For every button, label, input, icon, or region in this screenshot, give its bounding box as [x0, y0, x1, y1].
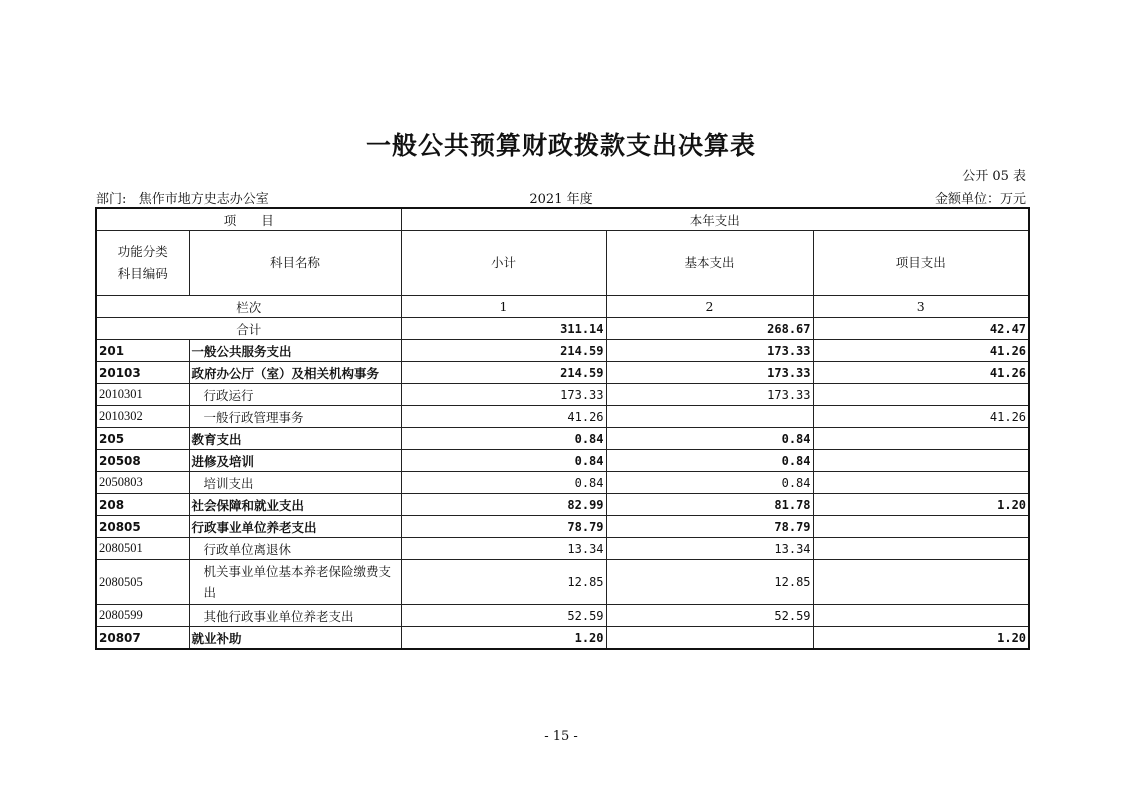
department-name: 焦作市地方史志办公室: [138, 192, 269, 207]
row-subtotal: 12.85: [401, 560, 606, 605]
table-row: [96, 340, 1029, 362]
row-subtotal: 214.59: [401, 340, 606, 362]
row-code: 2010301: [96, 384, 189, 406]
row-project: [813, 560, 1029, 605]
row-basic: 12.85: [606, 560, 813, 605]
table-row: [96, 494, 1029, 516]
row-basic: 0.84: [606, 428, 813, 450]
table-row: [96, 560, 1029, 605]
row-project: 1.20: [813, 627, 1029, 650]
row-name: 机关事业单位基本养老保险缴费支出: [189, 560, 401, 605]
total-project: 42.47: [813, 318, 1029, 340]
row-project: 41.26: [813, 406, 1029, 428]
row-basic: 173.33: [606, 340, 813, 362]
column-no-2: 2: [606, 296, 813, 318]
row-subtotal: 1.20: [401, 627, 606, 650]
row-name: 教育支出: [189, 428, 401, 450]
row-project: [813, 472, 1029, 494]
row-code: 2050803: [96, 472, 189, 494]
row-subtotal: 0.84: [401, 472, 606, 494]
header-basic: 基本支出: [606, 231, 813, 296]
header-code: [96, 231, 189, 296]
total-subtotal: 311.14: [401, 318, 606, 340]
row-basic: 78.79: [606, 516, 813, 538]
header-subtotal: 小计: [401, 231, 606, 296]
row-basic: 173.33: [606, 384, 813, 406]
table-row: [96, 362, 1029, 384]
row-name: 培训支出: [189, 472, 401, 494]
row-project: [813, 605, 1029, 627]
table-row: [96, 605, 1029, 627]
row-subtotal: 173.33: [401, 384, 606, 406]
row-subtotal: 0.84: [401, 450, 606, 472]
row-subtotal: 82.99: [401, 494, 606, 516]
table-row: [96, 538, 1029, 560]
row-project: [813, 516, 1029, 538]
row-code: 20508: [96, 450, 189, 472]
row-code: 20805: [96, 516, 189, 538]
row-subtotal: 41.26: [401, 406, 606, 428]
row-project: 41.26: [813, 362, 1029, 384]
row-basic: 52.59: [606, 605, 813, 627]
total-basic: 268.67: [606, 318, 813, 340]
row-name: 行政事业单位养老支出: [189, 516, 401, 538]
header-code-line2: 科目编码: [117, 266, 168, 281]
row-basic: 81.78: [606, 494, 813, 516]
row-name: 就业补助: [189, 627, 401, 650]
header-item: 项 目: [96, 208, 401, 231]
row-name: 政府办公厅（室）及相关机构事务: [189, 362, 401, 384]
row-code: 208: [96, 494, 189, 516]
row-code: 2080505: [96, 560, 189, 605]
header-code-line1: 功能分类: [117, 244, 168, 259]
row-basic: [606, 406, 813, 428]
row-code: 20807: [96, 627, 189, 650]
row-subtotal: 52.59: [401, 605, 606, 627]
row-name: 一般行政管理事务: [189, 406, 401, 428]
amount-unit: 金额单位：万元: [934, 192, 1026, 207]
header-name: 科目名称: [189, 231, 401, 296]
row-name: 进修及培训: [189, 450, 401, 472]
table-row: [96, 450, 1029, 472]
row-code: 205: [96, 428, 189, 450]
row-project: [813, 450, 1029, 472]
header-current-year: 本年支出: [401, 208, 1029, 231]
table-row: [96, 384, 1029, 406]
row-name: 社会保障和就业支出: [189, 494, 401, 516]
department-label: 部门:: [96, 192, 127, 207]
row-name: 其他行政事业单位养老支出: [189, 605, 401, 627]
table-row: [96, 406, 1029, 428]
row-code: 201: [96, 340, 189, 362]
row-name: 行政运行: [189, 384, 401, 406]
row-code: 20103: [96, 362, 189, 384]
header-project: 项目支出: [813, 231, 1029, 296]
row-basic: 0.84: [606, 450, 813, 472]
table-row: [96, 472, 1029, 494]
row-subtotal: 78.79: [401, 516, 606, 538]
row-project: [813, 384, 1029, 406]
row-code: 2010302: [96, 406, 189, 428]
row-basic: 0.84: [606, 472, 813, 494]
row-project: 1.20: [813, 494, 1029, 516]
page-number: - 15 -: [544, 729, 578, 744]
row-code: 2080501: [96, 538, 189, 560]
expenditure-table: [95, 207, 1030, 650]
table-row: [96, 428, 1029, 450]
row-code: 2080599: [96, 605, 189, 627]
row-basic: 13.34: [606, 538, 813, 560]
column-no-1: 1: [401, 296, 606, 318]
table-row: [96, 516, 1029, 538]
row-subtotal: 13.34: [401, 538, 606, 560]
row-subtotal: 0.84: [401, 428, 606, 450]
row-basic: [606, 627, 813, 650]
row-name: 一般公共服务支出: [189, 340, 401, 362]
row-basic: 173.33: [606, 362, 813, 384]
column-no-label: 栏次: [96, 296, 401, 318]
row-project: 41.26: [813, 340, 1029, 362]
page-title: 一般公共预算财政拨款支出决算表: [365, 131, 756, 160]
row-subtotal: 214.59: [401, 362, 606, 384]
column-no-3: 3: [813, 296, 1029, 318]
fiscal-year: 2021 年度: [529, 192, 593, 207]
total-label: 合计: [96, 318, 401, 340]
row-project: [813, 538, 1029, 560]
row-project: [813, 428, 1029, 450]
form-number: 公开 05 表: [962, 169, 1026, 184]
row-name: 行政单位离退休: [189, 538, 401, 560]
table-row: [96, 627, 1029, 650]
